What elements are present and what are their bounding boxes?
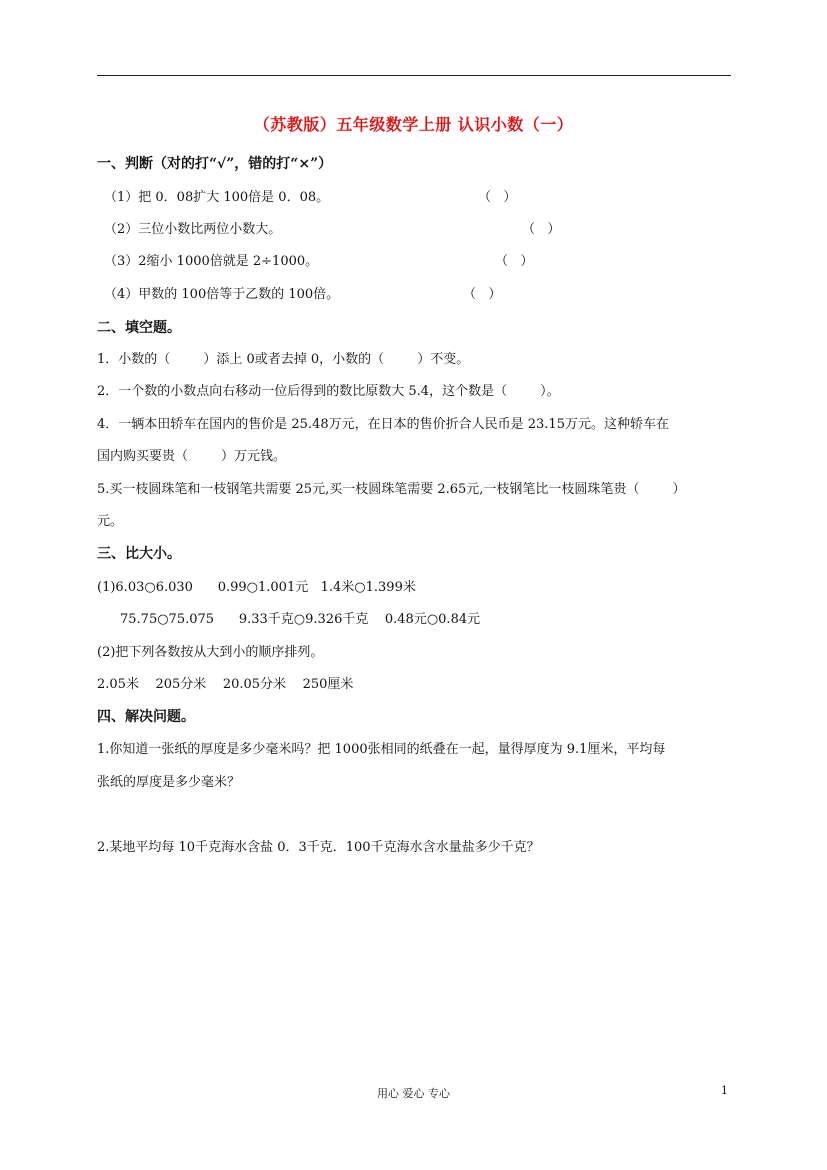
section-heading-judge: 一、判断（对的打“√”，错的打“×”） xyxy=(97,156,333,172)
judge-item-4: （4）甲数的 100倍等于乙数的 100倍。 xyxy=(104,287,340,302)
compare-row-1: (1)6.03○6.030 0.99○1.001元 1.4米○1.399米 xyxy=(97,580,416,595)
fill-question-4-line2: 国内购买要贵（ ）万元钱。 xyxy=(97,449,287,464)
judge-answer-1[interactable]: （ ） xyxy=(478,190,517,205)
judge-answer-2[interactable]: （ ） xyxy=(522,222,561,237)
header-rule xyxy=(97,75,731,76)
page-footer: 用心 爱心 专心 xyxy=(377,1087,450,1100)
sort-instruction: (2)把下列各数按从大到小的顺序排列。 xyxy=(97,645,324,660)
fill-question-5-line1: 5.买一枝圆珠笔和一枝钢笔共需要 25元,买一枝圆珠笔需要 2.65元,一枝钢笔比一枝圆珠笔贵（ ） xyxy=(97,482,686,497)
solve-problem-1-line1: 1.你知道一张纸的厚度是多少毫米吗？把 1000张相同的纸叠在一起，量得厚度为 9.1厘米，平均每 xyxy=(97,742,666,757)
section-heading-fill: 二、填空题。 xyxy=(97,320,181,336)
compare-row-2: 75.75○75.075 9.33千克○9.326千克 0.48元○0.84元 xyxy=(120,612,481,627)
sort-items: 2.05米 205分米 20.05分米 250厘米 xyxy=(97,677,354,692)
fill-question-4-line1: 4．一辆本田轿车在国内的售价是 25.48万元，在日本的售价折合人民币是 23.15万元。这种轿车在 xyxy=(97,417,669,432)
solve-problem-1-line2: 张纸的厚度是多少毫米？ xyxy=(97,775,241,790)
page-title: （苏教版）五年级数学上册 认识小数（一） xyxy=(253,115,574,134)
fill-question-2: 2．一个数的小数点向右移动一位后得到的数比原数大 5.4，这个数是（ ）。 xyxy=(97,384,560,399)
page-number: 1 xyxy=(721,1084,728,1097)
section-heading-solve: 四、解决问题。 xyxy=(97,709,195,725)
judge-item-1: （1）把 0．08扩大 100倍是 0．08。 xyxy=(104,190,330,205)
judge-answer-4[interactable]: （ ） xyxy=(463,287,502,302)
section-heading-compare: 三、比大小。 xyxy=(97,546,181,562)
fill-question-1: 1．小数的（ ）添上 0或者去掉 0，小数的（ ）不变。 xyxy=(97,352,470,367)
judge-item-3: （3）2缩小 1000倍就是 2÷1000。 xyxy=(104,254,319,269)
judge-item-2: （2）三位小数比两位小数大。 xyxy=(104,222,282,237)
fill-question-5-line2: 元。 xyxy=(97,514,124,529)
judge-answer-3[interactable]: （ ） xyxy=(495,254,534,269)
solve-problem-2: 2.某地平均每 10千克海水含盐 0．3千克．100千克海水含水量盐多少千克？ xyxy=(97,840,540,855)
